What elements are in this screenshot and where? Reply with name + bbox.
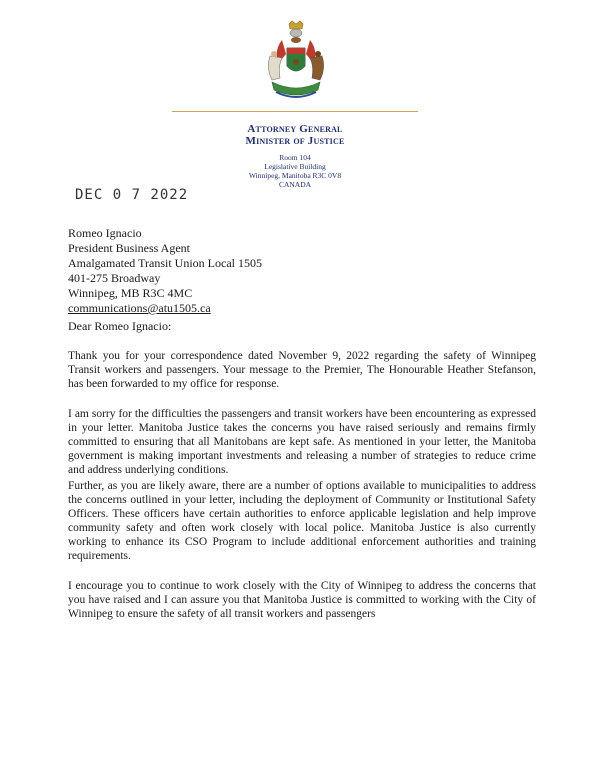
address-line: Legislative Building — [264, 162, 326, 171]
body-paragraph: I am sorry for the difficulties the passengers and transit workers have been encountering as expressed in your letter. Manitoba Justice takes the concerns you have raised seriously and remains firmly committed to ensuring that all Manitobans are kept safe. As mentioned in your letter, the Manitoba government is making important investments and releasing a number of strategies to reduce crime and address underlying conditions. — [68, 408, 536, 476]
letterhead-divider — [172, 111, 418, 112]
body-paragraph: I encourage you to continue to work closely with the City of Winnipeg to address the concerns that you have raised and I can assure you that Manitoba Justice is committed to working with the City of Winnipeg to ensure the safety of all transit workers and passengers — [68, 580, 536, 620]
address-line: CANADA — [278, 180, 312, 189]
recipient-city: Winnipeg, MB R3C 4MC — [68, 286, 193, 300]
recipient-name: Romeo Ignacio — [68, 226, 142, 240]
letterhead-office — [195, 123, 395, 147]
address-line: Winnipeg, Manitoba R3C 0V8 — [248, 171, 342, 180]
recipient-email-link[interactable]: communications@atu1505.ca — [68, 301, 211, 315]
recipient-title: President Business Agent — [68, 241, 190, 255]
date-stamp: DEC 0 7 2022 — [75, 187, 189, 203]
salutation: Dear Romeo Ignacio: — [68, 319, 172, 333]
manitoba-coat-of-arms-icon — [256, 20, 336, 104]
address-line: Room 104 — [279, 153, 311, 162]
body-paragraph: Further, as you are likely aware, there are a number of options available to municipalities to address the concerns outlined in your letter, including the deployment of Community or Institutional Safety Officers. These officers have certain authorities to enforce applicable legislation and help improve community safety and often work closely with local police. Manitoba Justice is also currently working to enhance its CSO Program to include additional enforcement authorities and training requirements. — [68, 480, 536, 562]
recipient-organization: Amalgamated Transit Union Local 1505 — [68, 256, 262, 270]
letterhead-address — [225, 153, 365, 189]
office-title-line1: Attorney General — [247, 123, 343, 135]
recipient-street: 401-275 Broadway — [68, 271, 161, 285]
recipient-block — [68, 226, 262, 316]
office-title-line2: Minister of Justice — [245, 135, 345, 147]
body-paragraph: Thank you for your correspondence dated November 9, 2022 regarding the safety of Winnipeg Transit workers and passengers. Your message to the Premier, The Honourable Heather Stefanson, has been forwarded to my office for response. — [68, 350, 536, 390]
